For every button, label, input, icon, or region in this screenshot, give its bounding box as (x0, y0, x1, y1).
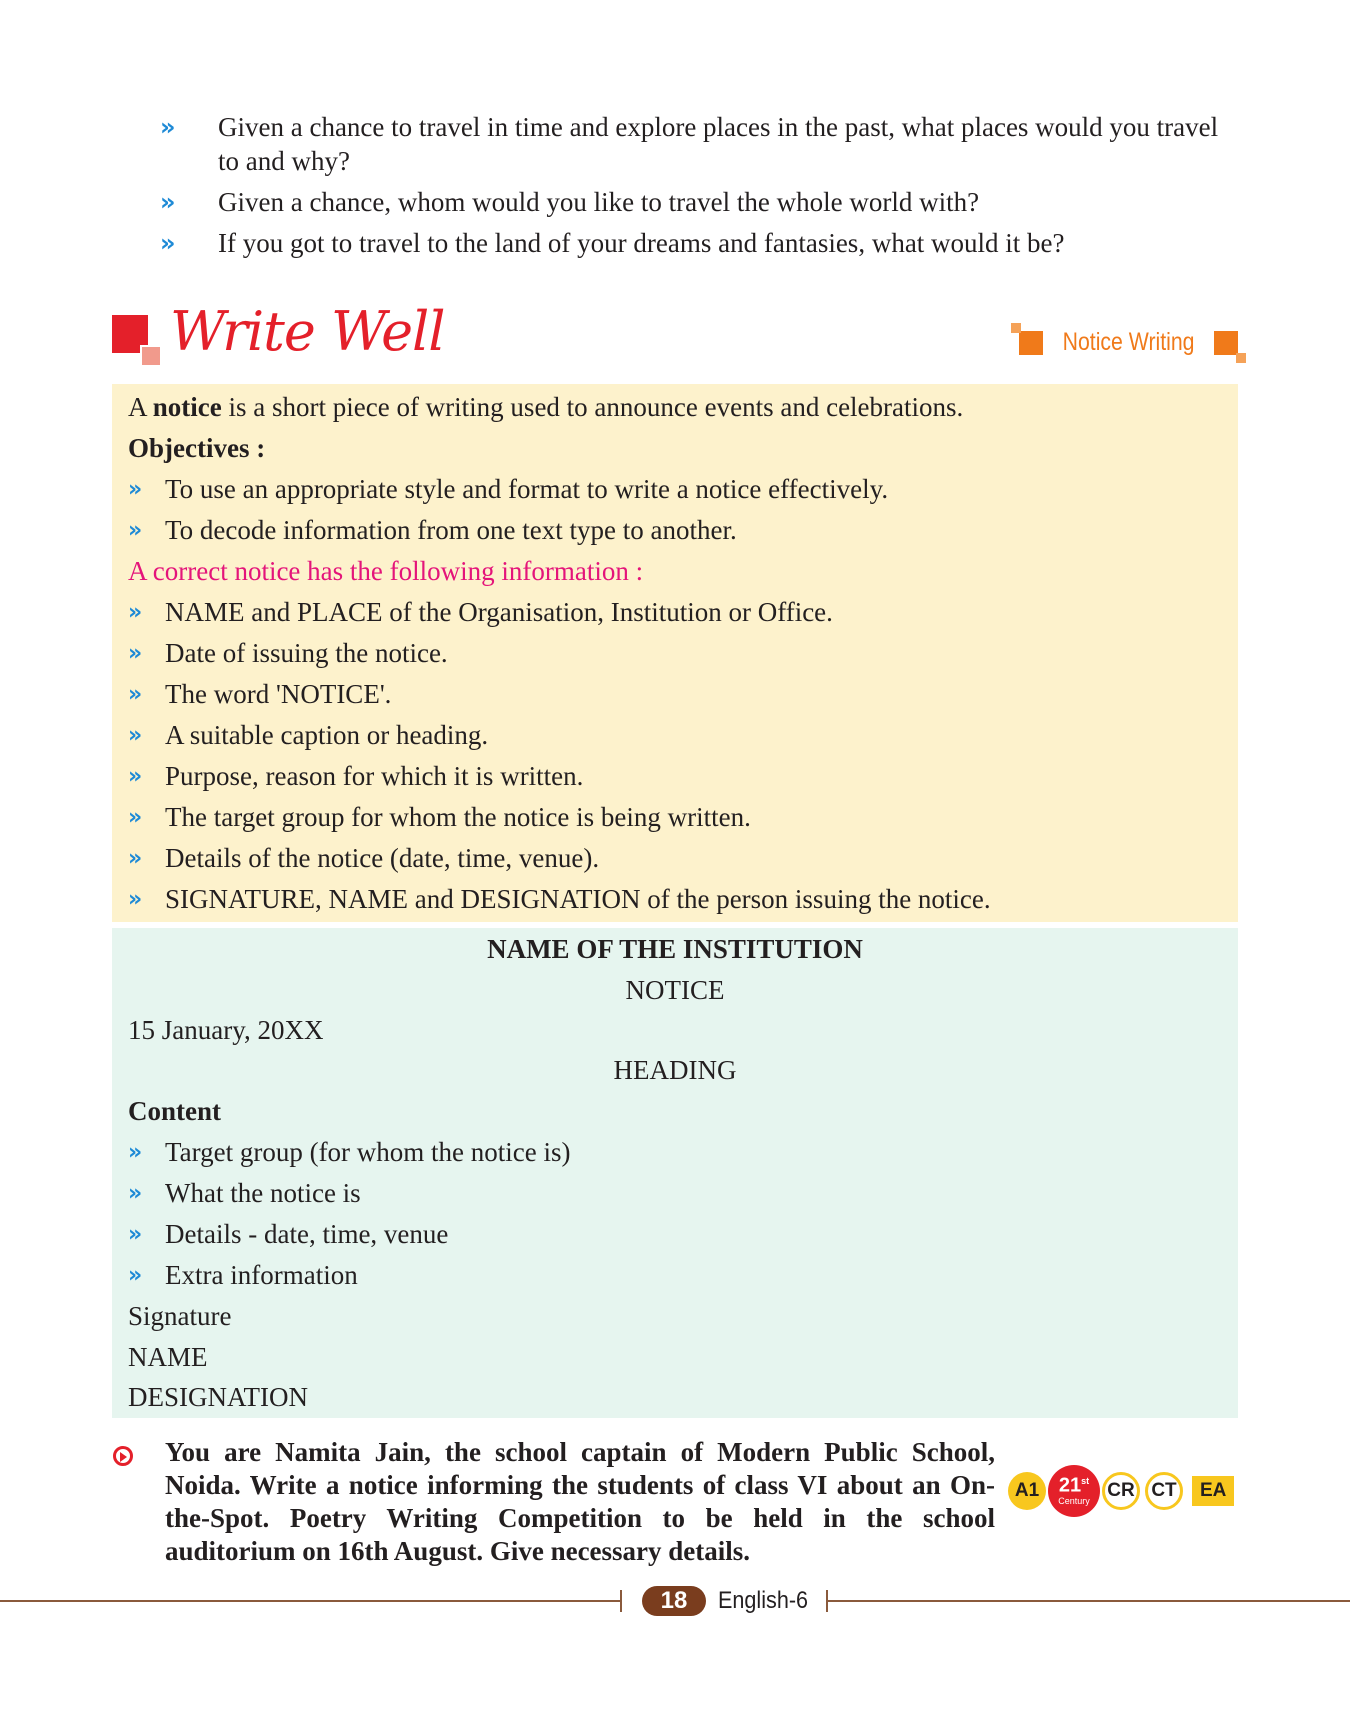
section-title: Write Well (170, 300, 445, 363)
format-name: NAME (128, 1342, 208, 1372)
chevron-icon: » (160, 113, 176, 141)
intro-bold: notice (152, 392, 222, 422)
question-item (160, 110, 1240, 178)
format-notice: NOTICE (625, 975, 725, 1005)
chevron-icon: » (128, 1181, 143, 1206)
chevron-icon: » (128, 1140, 143, 1165)
question-item (160, 185, 1240, 219)
badge-21st-century: 21st Century (1051, 1468, 1097, 1514)
footer-rule-left (0, 1600, 622, 1602)
question-text: Given a chance, whom would you like to travel the whole world with? (218, 187, 980, 217)
reflection-questions (160, 110, 1240, 267)
objective-item: » To decode information from one text type to another. (128, 513, 737, 547)
chevron-icon: » (128, 518, 143, 543)
question-text: Given a chance to travel in time and explore places in the past, what places would you travel to and why? (218, 112, 1219, 176)
badge-cr: CR (1102, 1472, 1140, 1510)
chevron-icon: » (128, 600, 143, 625)
footer-tick-left (620, 1590, 622, 1612)
info-item: » Date of issuing the notice. (128, 636, 448, 670)
content-item: » Target group (for whom the notice is) (128, 1135, 571, 1169)
footer-rule-right (826, 1600, 1350, 1602)
chevron-icon: » (160, 188, 176, 216)
page-number: 18 (642, 1586, 706, 1616)
tag-square-icon (1019, 331, 1043, 355)
chevron-icon: » (128, 846, 143, 871)
question-text: If you got to travel to the land of your dreams and fantasies, what would it be? (218, 228, 1065, 258)
info-item: » NAME and PLACE of the Organisation, Institution or Office. (128, 595, 833, 629)
info-heading: A correct notice has the following information : (128, 556, 644, 586)
task-bullet-icon (113, 1446, 133, 1466)
objectives-heading: Objectives : (128, 433, 266, 463)
topic-tag (1019, 328, 1238, 357)
chevron-icon: » (128, 805, 143, 830)
content-item: » Details - date, time, venue (128, 1217, 448, 1251)
chevron-icon: » (128, 1263, 143, 1288)
chevron-icon: » (128, 641, 143, 666)
content-item: » Extra information (128, 1258, 358, 1292)
badge-a1: A1 (1008, 1472, 1046, 1510)
content-item: » What the notice is (128, 1176, 361, 1210)
badge-ct: CT (1145, 1472, 1183, 1510)
chevron-icon: » (128, 1222, 143, 1247)
info-item: » Details of the notice (date, time, venue). (128, 841, 599, 875)
info-item: » The target group for whom the notice is being written. (128, 800, 751, 834)
objective-item: » To use an appropriate style and format to write a notice effectively. (128, 472, 888, 506)
chevron-icon: » (128, 887, 143, 912)
chevron-icon: » (128, 723, 143, 748)
tag-square-icon (1214, 331, 1238, 355)
format-designation: DESIGNATION (128, 1382, 308, 1412)
topic-tag-label: Notice Writing (1062, 328, 1195, 356)
chevron-icon: » (128, 682, 143, 707)
format-content-label: Content (128, 1096, 221, 1126)
format-date: 15 January, 20XX (128, 1015, 324, 1045)
section-squares-icon (112, 315, 150, 361)
intro-text: A notice is a short piece of writing used to announce events and celebrations. (128, 392, 964, 422)
format-signature: Signature (128, 1301, 232, 1331)
info-item: » Purpose, reason for which it is written. (128, 759, 583, 793)
format-heading: HEADING (613, 1055, 737, 1085)
info-item: » The word 'NOTICE'. (128, 677, 391, 711)
badge-ea: EA (1192, 1476, 1234, 1506)
question-item (160, 226, 1240, 260)
format-institution: NAME OF THE INSTITUTION (487, 934, 863, 964)
info-item: » A suitable caption or heading. (128, 718, 488, 752)
writing-task: You are Namita Jain, the school captain of Modern Public School, Noida. Write a notice informing the students of class VI about an On-the-Spot. Poetry Writing Competition to be held in the school auditorium on 16th August. Give necessary details. (165, 1437, 995, 1566)
chevron-icon: » (160, 229, 176, 257)
chevron-icon: » (128, 477, 143, 502)
info-item: » SIGNATURE, NAME and DESIGNATION of the person issuing the notice. (128, 882, 991, 916)
chevron-icon: » (128, 764, 143, 789)
book-title: English-6 (718, 1587, 809, 1614)
skill-badges (1008, 1468, 1234, 1514)
